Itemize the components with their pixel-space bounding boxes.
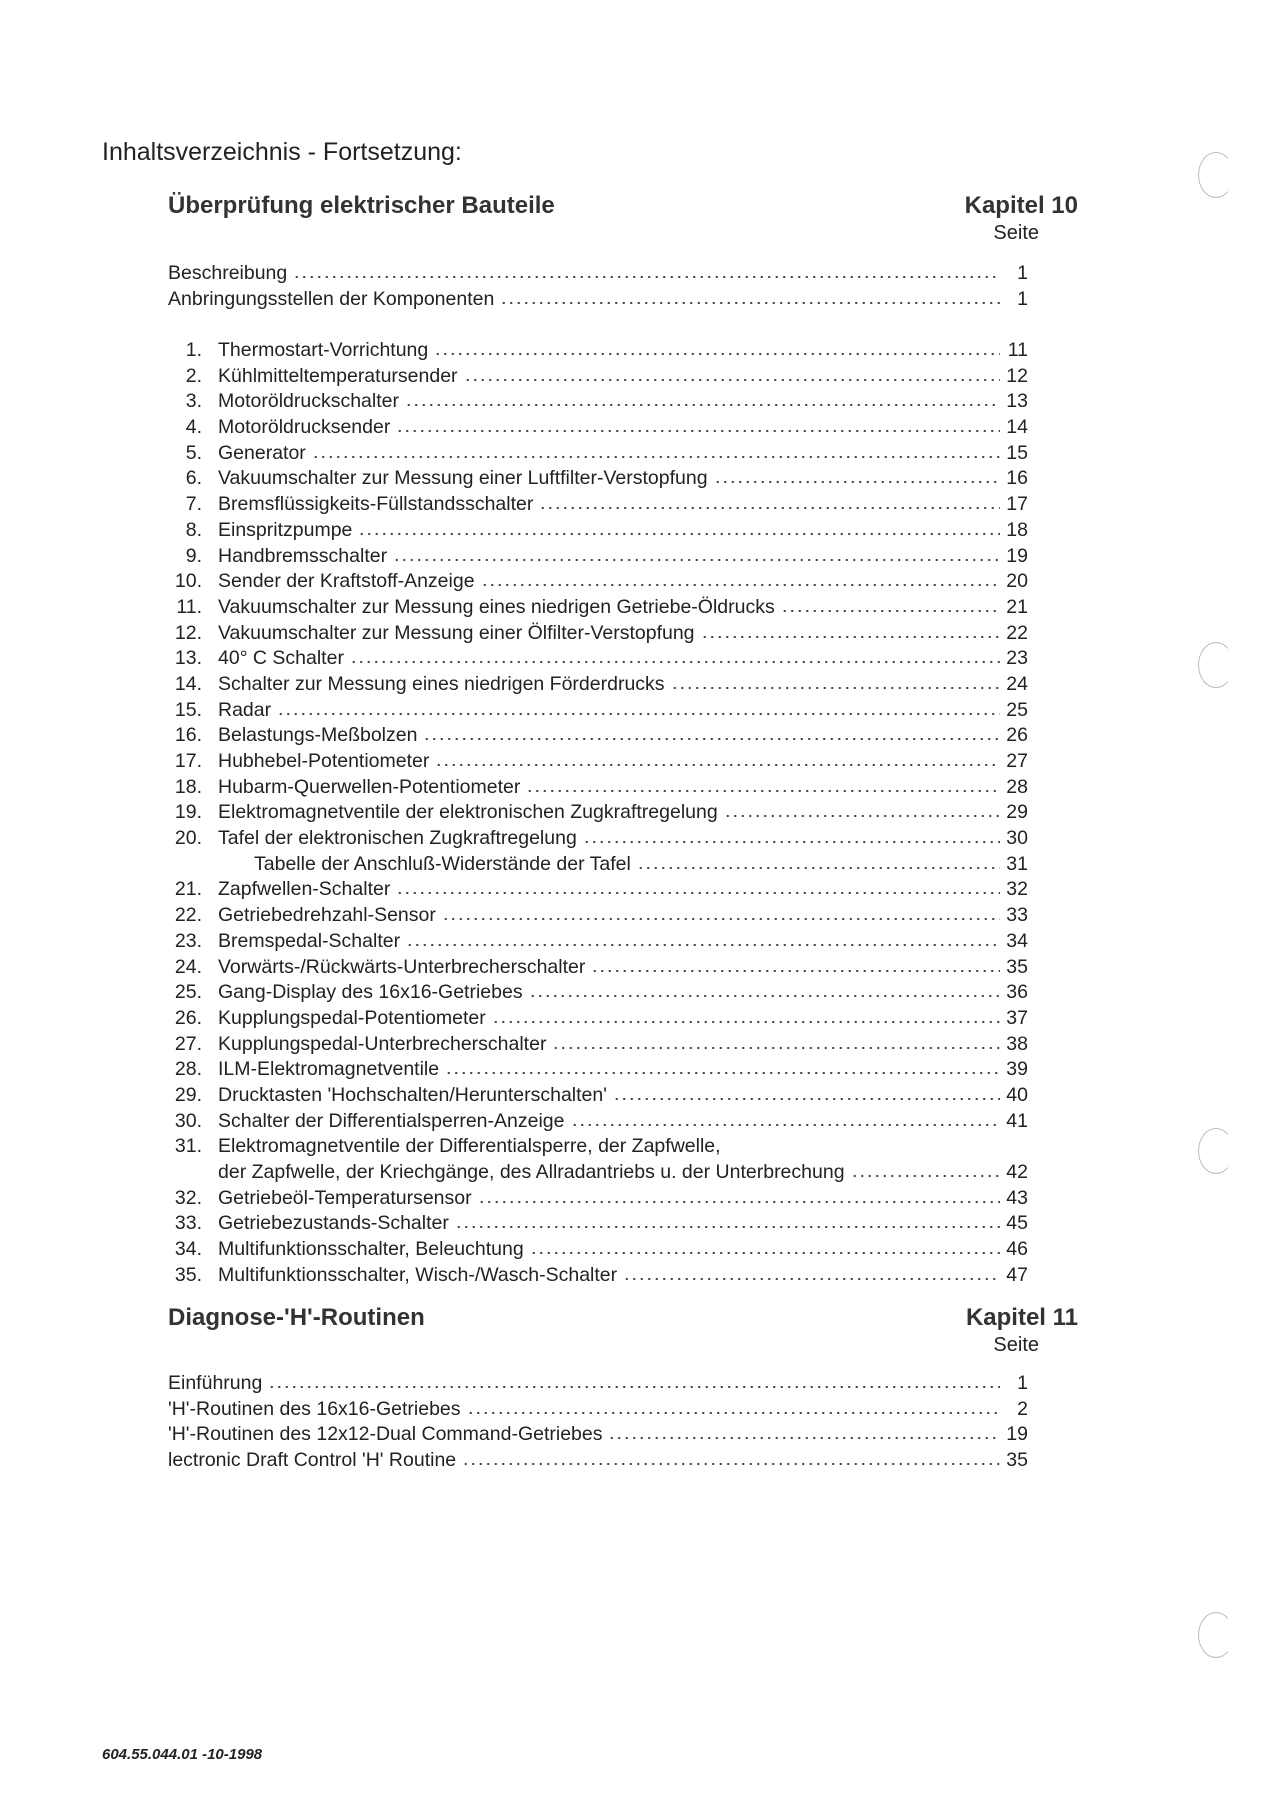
dot-leader <box>637 866 1000 870</box>
entry-number: 34. <box>174 1238 202 1261</box>
entry-title: Hubhebel-Potentiometer <box>218 750 430 772</box>
entry-number: 6. <box>185 467 202 490</box>
entry-number: 29. <box>174 1083 202 1106</box>
entry-page-number: 28 <box>1006 775 1028 798</box>
toc-entry[interactable] <box>168 1398 1028 1424</box>
section-title: Überprüfung elektrischer Bauteile <box>168 192 555 219</box>
dot-leader <box>623 1277 1000 1281</box>
toc-entry[interactable] <box>168 673 1028 699</box>
entry-page-number: 35 <box>1006 955 1028 978</box>
entry-title: Vakuumschalter zur Messung einer Ölfilter-Verstopfung <box>218 621 695 644</box>
entry-number: 11. <box>176 595 202 618</box>
toc-entry[interactable] <box>168 493 1028 519</box>
entry-title: Kupplungspedal-Potentiometer <box>218 1006 486 1029</box>
entry-page-number: 21 <box>1006 595 1028 618</box>
entry-page-number: 29 <box>1006 801 1028 824</box>
punch-hole-mark <box>1198 642 1234 688</box>
toc-entry[interactable] <box>168 699 1028 725</box>
entry-title: Sender der Kraftstoff-Anzeige <box>218 570 475 593</box>
entry-number: 1. <box>185 339 202 361</box>
entry-title: Schalter der Differentialsperren-Anzeige <box>218 1109 565 1132</box>
entry-title: Gang-Display des 16x16-Getriebes <box>218 981 523 1004</box>
dot-leader <box>526 789 1000 793</box>
dot-leader <box>851 1174 1000 1178</box>
entry-number: 4. <box>185 416 202 439</box>
entry-number: 5. <box>185 441 202 464</box>
entry-title: Elektromagnetventile der Differentialsperre, der Zapfwelle, <box>218 1135 721 1158</box>
entry-page-number: 18 <box>1006 518 1028 541</box>
dot-leader <box>571 1123 1001 1127</box>
entry-title: Getriebedrehzahl-Sensor <box>218 904 436 927</box>
entry-number: 21. <box>174 878 202 901</box>
toc-entry[interactable] <box>168 1007 1028 1033</box>
entry-page-number: 19 <box>1006 1423 1028 1446</box>
entry-page-number: 38 <box>1006 1032 1028 1055</box>
toc-entry[interactable] <box>168 339 1028 365</box>
toc-entry[interactable] <box>168 1423 1028 1449</box>
entry-page-number: 16 <box>1006 467 1028 490</box>
dot-leader <box>608 1436 1000 1440</box>
entry-page-number: 11 <box>1007 339 1028 361</box>
toc-entry[interactable] <box>168 442 1028 468</box>
dot-leader <box>455 1225 1000 1229</box>
entry-number: 24. <box>174 955 202 978</box>
entry-page-number: 2 <box>1017 1397 1028 1420</box>
entry-page-number: 25 <box>1006 698 1028 721</box>
entry-title: Getriebezustands-Schalter <box>218 1212 449 1235</box>
dot-leader <box>464 378 1000 382</box>
entry-title: Getriebeöl-Temperatursensor <box>218 1186 472 1209</box>
toc-entry[interactable] <box>168 981 1028 1007</box>
dot-leader <box>462 1462 1000 1466</box>
toc-entry[interactable] <box>168 288 1028 314</box>
entry-title: ILM-Elektromagnetventile <box>218 1058 440 1081</box>
toc-entry[interactable] <box>168 416 1028 442</box>
entry-title: Drucktasten 'Hochschalten/Herunterschalten' <box>218 1083 607 1106</box>
entry-number: 12. <box>174 621 202 644</box>
entry-number: 10. <box>174 570 202 593</box>
toc-entry[interactable] <box>168 1187 1028 1213</box>
entry-page-number: 46 <box>1006 1238 1028 1261</box>
toc-entry[interactable] <box>168 1449 1028 1475</box>
entry-number: 31. <box>174 1135 202 1158</box>
toc-entry[interactable] <box>168 1372 1028 1398</box>
entry-page-number: 14 <box>1006 416 1028 439</box>
dot-leader <box>423 737 1000 741</box>
section-title: Diagnose-'H'-Routinen <box>168 1304 425 1331</box>
toc-entry[interactable] <box>168 647 1028 673</box>
entry-page-number: 42 <box>1006 1161 1028 1183</box>
toc-entry[interactable] <box>168 365 1028 391</box>
dot-leader <box>396 429 1000 433</box>
entry-page-number: 19 <box>1006 544 1028 567</box>
entry-title: Tabelle der Anschluß-Widerstände der Tafel <box>254 852 631 875</box>
entry-number: 14. <box>174 672 202 695</box>
entry-number: 15. <box>174 698 202 721</box>
entry-page-number: 24 <box>1006 672 1028 695</box>
entry-title: Handbremsschalter <box>218 544 388 567</box>
entry-page-number: 45 <box>1006 1212 1028 1235</box>
entry-title: Anbringungsstellen der Komponenten <box>168 287 495 310</box>
document-number-footer: 604.55.044.01 -10-1998 <box>102 1746 263 1763</box>
dot-leader <box>478 1200 1000 1204</box>
dot-leader <box>591 969 1000 973</box>
toc-entry[interactable] <box>168 467 1028 493</box>
entry-page-number: 35 <box>1006 1449 1028 1472</box>
entry-title: Motoröldruckschalter <box>218 390 399 413</box>
dot-leader <box>529 994 1000 998</box>
entry-page-number: 30 <box>1006 827 1028 850</box>
entry-title: 'H'-Routinen des 12x12-Dual Command-Getriebes <box>168 1423 603 1446</box>
entry-number: 18. <box>174 775 202 798</box>
entry-number: 2. <box>185 364 202 387</box>
toc-entry[interactable] <box>168 930 1028 956</box>
dot-leader <box>539 506 1000 510</box>
dot-leader <box>781 609 1000 613</box>
entry-page-number: 32 <box>1006 878 1028 901</box>
entry-title: lectronic Draft Control 'H' Routine <box>168 1449 457 1472</box>
entry-page-number: 31 <box>1006 852 1028 875</box>
dot-leader <box>613 1097 1000 1101</box>
entry-number: 32. <box>174 1186 202 1209</box>
dot-leader <box>442 917 1000 921</box>
toc-entry[interactable] <box>168 1264 1028 1290</box>
toc-entry[interactable] <box>168 390 1028 416</box>
entry-number: 25. <box>174 981 202 1004</box>
entry-number: 35. <box>174 1263 202 1286</box>
entry-number: 9. <box>185 544 202 567</box>
chapter-label: Kapitel 10 <box>964 192 1078 219</box>
entry-title: Schalter zur Messung eines niedrigen Förderdrucks <box>218 672 665 695</box>
dot-leader <box>467 1411 1000 1415</box>
toc-entry[interactable] <box>168 570 1028 596</box>
dot-leader <box>435 763 1000 767</box>
toc-items-kapitel-10 <box>168 339 1028 1289</box>
dot-leader <box>445 1071 1000 1075</box>
entry-number: 30. <box>174 1109 202 1132</box>
toc-entry[interactable] <box>168 1212 1028 1238</box>
entry-page-number: 43 <box>1006 1186 1028 1209</box>
toc-entry[interactable] <box>168 724 1028 750</box>
entry-title: Einspritzpumpe <box>218 518 353 541</box>
dot-leader <box>714 480 1000 484</box>
dot-leader <box>358 532 1000 536</box>
toc-entry[interactable] <box>168 801 1028 827</box>
dot-leader <box>552 1046 1000 1050</box>
entry-number: 28. <box>174 1058 202 1081</box>
dot-leader <box>671 686 1000 690</box>
entry-number: 23. <box>174 929 202 952</box>
entry-title: Zapfwellen-Schalter <box>218 878 391 901</box>
entry-page-number: 1 <box>1017 1372 1028 1394</box>
entry-number: 8. <box>185 518 202 541</box>
entry-page-number: 1 <box>1017 287 1028 310</box>
dot-leader <box>268 1385 1000 1389</box>
entry-number: 19. <box>174 801 202 824</box>
toc-entry[interactable] <box>168 956 1028 982</box>
entry-number: 13. <box>174 647 202 670</box>
dot-leader <box>277 712 1000 716</box>
dot-leader <box>481 583 1000 587</box>
dot-leader <box>583 840 1000 844</box>
entry-page-number: 40 <box>1006 1083 1028 1106</box>
entry-page-number: 20 <box>1006 570 1028 593</box>
dot-leader <box>405 403 1000 407</box>
toc-entry[interactable] <box>168 1058 1028 1084</box>
dot-leader <box>492 1020 1000 1024</box>
entry-page-number: 27 <box>1006 750 1028 772</box>
toc-entry[interactable] <box>168 519 1028 545</box>
entry-title: Tafel der elektronischen Zugkraftregelung <box>218 827 577 850</box>
entry-title: Motoröldrucksender <box>218 416 391 439</box>
entry-title: Generator <box>218 441 306 464</box>
punch-hole-mark <box>1198 1612 1234 1658</box>
dot-leader <box>396 891 1000 895</box>
document-title: Inhaltsverzeichnis - Fortsetzung: <box>102 138 462 166</box>
dot-leader <box>500 301 1000 305</box>
entry-page-number: 12 <box>1006 364 1028 387</box>
toc-entry[interactable] <box>168 622 1028 648</box>
entry-title: Kühlmitteltemperatursender <box>218 364 458 387</box>
toc-entry[interactable] <box>168 262 1028 288</box>
entry-title: Einführung <box>168 1372 263 1394</box>
entry-title: Bremsflüssigkeits-Füllstandsschalter <box>218 493 534 516</box>
toc-entry[interactable] <box>168 1135 1028 1161</box>
toc-intro-kapitel-11 <box>168 1372 1028 1475</box>
dot-leader <box>350 660 1000 664</box>
entry-number: 3. <box>185 390 202 413</box>
entry-title: Vakuumschalter zur Messung eines niedrigen Getriebe-Öldrucks <box>218 595 775 618</box>
entry-title: Vakuumschalter zur Messung einer Luftfilter-Verstopfung <box>218 467 708 490</box>
chapter-label: Kapitel 11 <box>965 1304 1078 1331</box>
dot-leader <box>701 635 1000 639</box>
toc-intro-kapitel-10 <box>168 262 1028 313</box>
toc-entry[interactable] <box>168 878 1028 904</box>
section-heading-kapitel-10 <box>168 192 1078 220</box>
entry-page-number: 22 <box>1006 621 1028 644</box>
toc-entry[interactable] <box>168 1033 1028 1059</box>
entry-title: Bremspedal-Schalter <box>218 929 401 952</box>
toc-entry[interactable] <box>168 1084 1028 1110</box>
punch-hole-mark <box>1198 1128 1234 1174</box>
entry-title: Vorwärts-/Rückwärts-Unterbrecherschalter <box>218 955 586 978</box>
dot-leader <box>393 558 1000 562</box>
entry-title: Hubarm-Querwellen-Potentiometer <box>218 775 521 798</box>
entry-title: Thermostart-Vorrichtung <box>218 339 429 361</box>
toc-entry[interactable] <box>168 545 1028 571</box>
toc-entry[interactable] <box>168 853 1028 879</box>
entry-title: Elektromagnetventile der elektronischen Zugkraftregelung <box>218 801 718 824</box>
entry-title: Kupplungspedal-Unterbrecherschalter <box>218 1032 547 1055</box>
entry-title: Multifunktionsschalter, Wisch-/Wasch-Schalter <box>218 1263 618 1286</box>
toc-entry[interactable] <box>168 1110 1028 1136</box>
dot-leader <box>293 275 1000 279</box>
entry-page-number: 36 <box>1006 981 1028 1004</box>
entry-page-number: 41 <box>1006 1109 1028 1132</box>
punch-hole-mark <box>1198 152 1234 198</box>
entry-page-number: 23 <box>1006 647 1028 670</box>
entry-title: 40° C Schalter <box>218 647 344 670</box>
entry-number: 26. <box>174 1006 202 1029</box>
dot-leader <box>312 455 1000 459</box>
toc-entry[interactable] <box>168 750 1028 776</box>
entry-page-number: 33 <box>1006 904 1028 927</box>
page-column-label: Seite <box>993 1334 1039 1356</box>
dot-leader <box>530 1251 1000 1255</box>
entry-page-number: 26 <box>1006 724 1028 747</box>
entry-page-number: 13 <box>1006 390 1028 413</box>
toc-entry[interactable] <box>168 776 1028 802</box>
toc-entry[interactable] <box>168 596 1028 622</box>
toc-entry[interactable] <box>168 1238 1028 1264</box>
entry-number: 22. <box>174 904 202 927</box>
entry-title: 'H'-Routinen des 16x16-Getriebes <box>168 1397 461 1420</box>
section-heading-kapitel-11 <box>168 1304 1078 1332</box>
entry-number: 33. <box>174 1212 202 1235</box>
entry-page-number: 34 <box>1006 929 1028 952</box>
entry-title: Radar <box>218 698 272 721</box>
entry-page-number: 1 <box>1017 262 1028 284</box>
entry-page-number: 47 <box>1006 1263 1028 1286</box>
dot-leader <box>434 352 1000 356</box>
entry-title: Beschreibung <box>168 262 288 284</box>
entry-number: 7. <box>185 493 202 516</box>
entry-page-number: 37 <box>1006 1006 1028 1029</box>
page-column-label: Seite <box>993 222 1039 244</box>
entry-number: 17. <box>174 750 202 772</box>
entry-number: 20. <box>174 827 202 850</box>
entry-page-number: 39 <box>1006 1058 1028 1081</box>
entry-title: Multifunktionsschalter, Beleuchtung <box>218 1238 524 1261</box>
toc-entry[interactable] <box>168 904 1028 930</box>
toc-entry[interactable] <box>168 1161 1028 1187</box>
entry-title: der Zapfwelle, der Kriechgänge, des Allradantriebs u. der Unterbrechung <box>218 1161 845 1183</box>
entry-page-number: 15 <box>1006 441 1028 464</box>
entry-page-number: 17 <box>1006 493 1028 516</box>
dot-leader <box>724 814 1000 818</box>
toc-entry[interactable] <box>168 827 1028 853</box>
entry-number: 27. <box>174 1032 202 1055</box>
entry-title: Belastungs-Meßbolzen <box>218 724 418 747</box>
dot-leader <box>406 943 1000 947</box>
entry-number: 16. <box>174 724 202 747</box>
